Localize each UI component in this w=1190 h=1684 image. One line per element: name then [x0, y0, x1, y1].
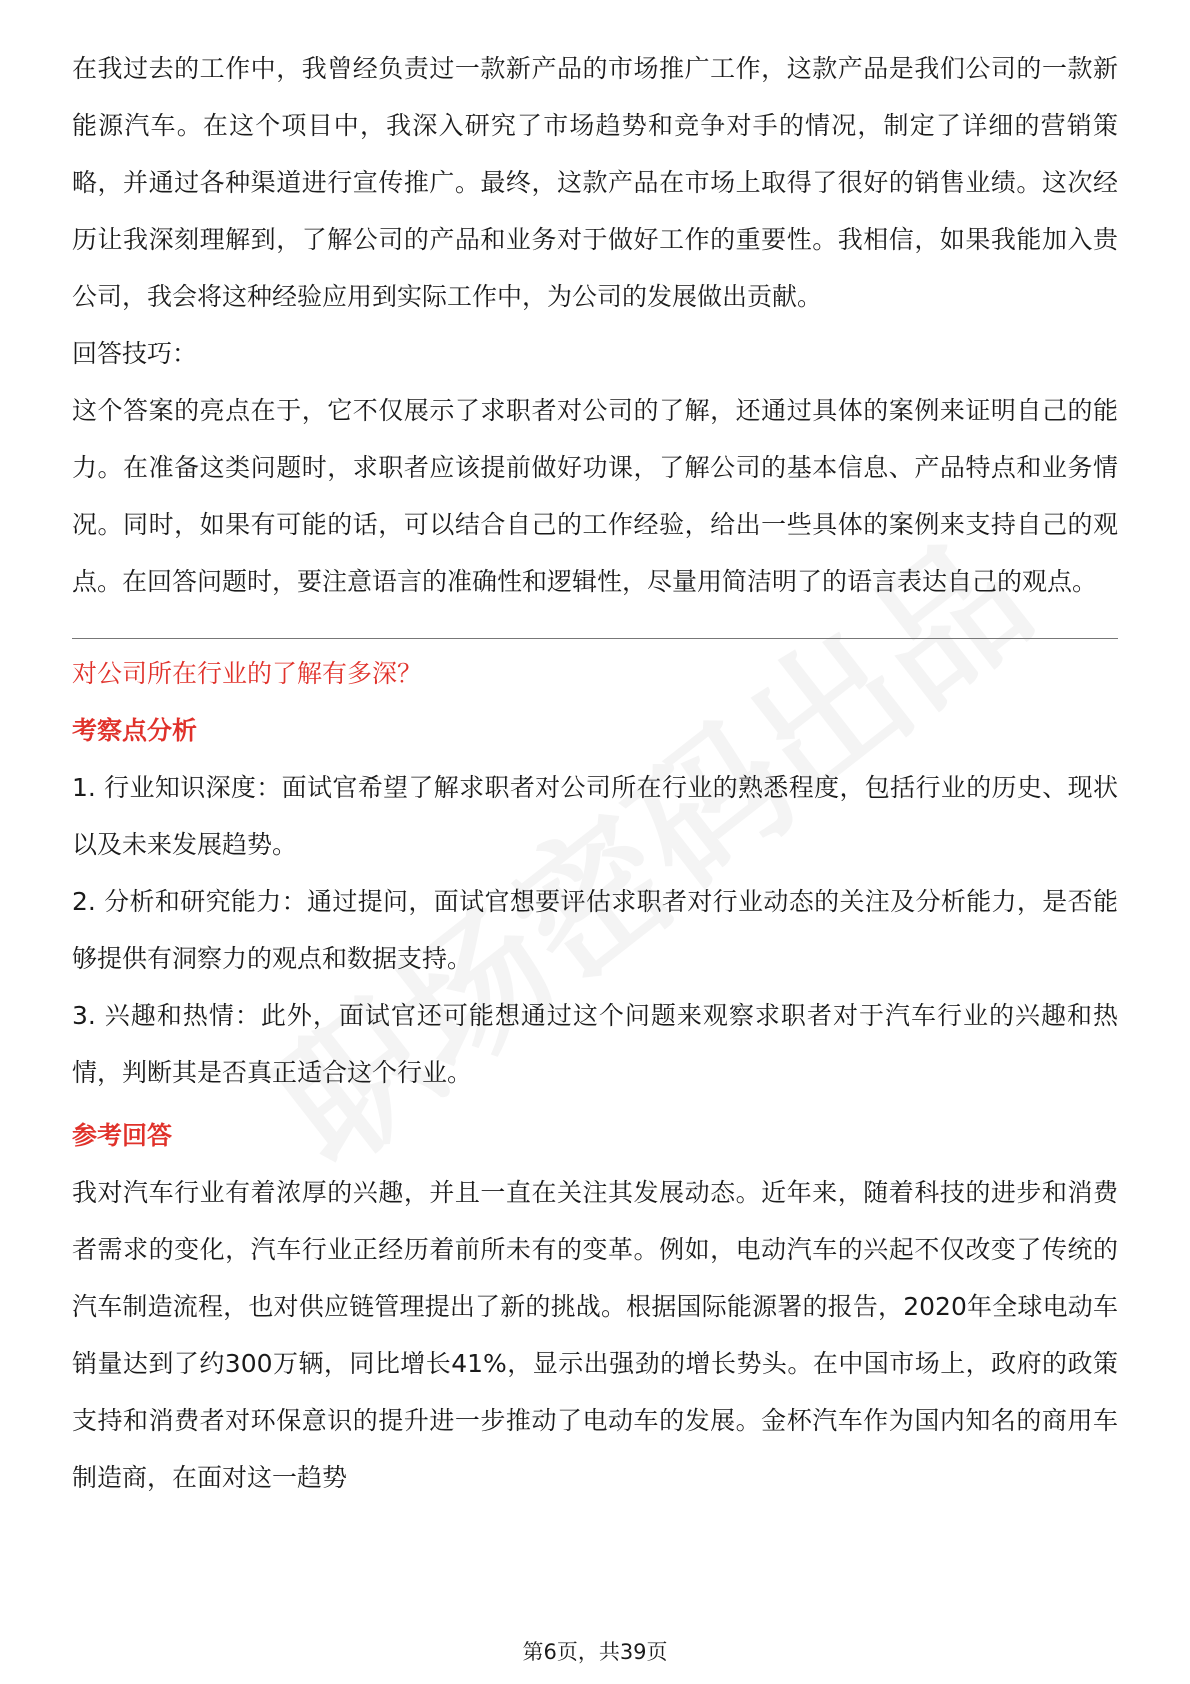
intro-paragraph: 在我过去的工作中，我曾经负责过一款新产品的市场推广工作，这款产品是我们公司的一款新能源汽车。在这个项目中，我深入研究了市场趋势和竞争对手的情况，制定了详细的营销策略，并通过各种渠道进行宣传推广。最终，这款产品在市场上取得了很好的销售业绩。这次经历让我深刻理解到，了解公司的产品和业务对于做好工作的重要性。我相信，如果我能加入贵公司，我会将这种经验应用到实际工作中，为公司的发展做出贡献。: [72, 54, 1118, 311]
document-page: [72, 40, 1118, 1506]
tips-label: 回答技巧：: [72, 339, 198, 368]
analysis-list: [72, 759, 1118, 1101]
list-item: 2. 分析和研究能力：通过提问，面试官想要评估求职者对行业动态的关注及分析能力，是否能够提供有洞察力的观点和数据支持。: [72, 887, 1118, 973]
answer-paragraph: 我对汽车行业有着浓厚的兴趣，并且一直在关注其发展动态。近年来，随着科技的进步和消费者需求的变化，汽车行业正经历着前所未有的变革。例如，电动汽车的兴起不仅改变了传统的汽车制造流程，也对供应链管理提出了新的挑战。根据国际能源署的报告，2020年全球电动车销量达到了约300万辆，同比增长41%，显示出强劲的增长势头。在中国市场上，政府的政策支持和消费者对环保意识的提升进一步推动了电动车的发展。金杯汽车作为国内知名的商用车制造商，在面对这一趋势: [72, 1178, 1118, 1492]
list-item: 1. 行业知识深度：面试官希望了解求职者对公司所在行业的熟悉程度，包括行业的历史、现状以及未来发展趋势。: [72, 773, 1118, 859]
section-divider: [72, 638, 1118, 639]
question-heading: 对公司所在行业的了解有多深？: [72, 659, 423, 688]
analysis-heading: 考察点分析: [72, 716, 198, 745]
list-item: 3. 兴趣和热情：此外，面试官还可能想通过这个问题来观察求职者对于汽车行业的兴趣和热情，判断其是否真正适合这个行业。: [72, 1001, 1118, 1087]
answer-heading: 参考回答: [72, 1121, 173, 1150]
tips-paragraph: 这个答案的亮点在于，它不仅展示了求职者对公司的了解，还通过具体的案例来证明自己的能力。在准备这类问题时，求职者应该提前做好功课，了解公司的基本信息、产品特点和业务情况。同时，如果有可能的话，可以结合自己的工作经验，给出一些具体的案例来支持自己的观点。在回答问题时，要注意语言的准确性和逻辑性，尽量用简洁明了的语言表达自己的观点。: [72, 396, 1118, 596]
page-footer: 第6页，共39页: [522, 1640, 668, 1664]
